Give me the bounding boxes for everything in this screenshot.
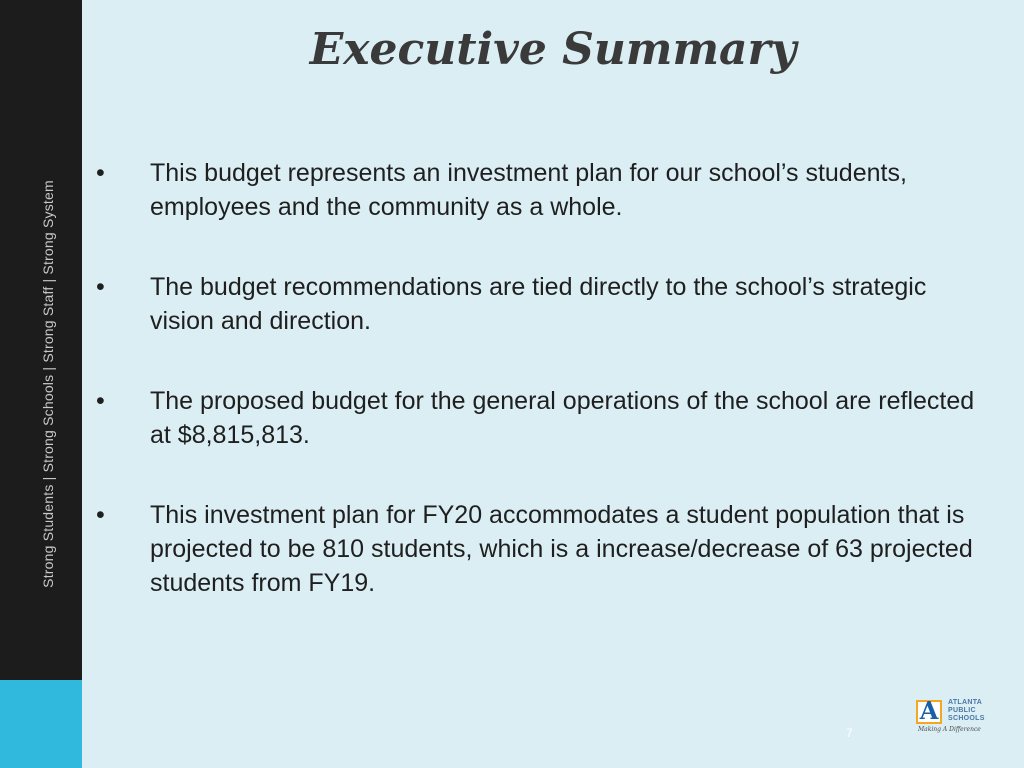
logo-line-2: PUBLIC xyxy=(948,707,976,714)
vertical-tagline: Strong Students | Strong Schools | Strong Staff | Strong System xyxy=(40,180,56,588)
bullet-text: This investment plan for FY20 accommodates a student population that is projected to be 810 students, which is a increase/decrease of 63 projected students from FY19. xyxy=(150,501,973,597)
logo-tagline: Making A Difference xyxy=(918,726,981,733)
page-number: 7 xyxy=(846,726,853,740)
logo-letter: A xyxy=(919,696,939,725)
bullet-marker: • xyxy=(96,501,105,529)
logo-mark-icon xyxy=(916,696,942,725)
slide-title: Executive Summary xyxy=(309,24,797,75)
logo-line-1: ATLANTA xyxy=(948,699,983,706)
bullet-marker: • xyxy=(96,159,105,187)
bullet-marker: • xyxy=(96,273,105,301)
bullet-text: The budget recommendations are tied directly to the school’s strategic vision and direction. xyxy=(150,273,927,335)
bullet-item xyxy=(96,498,996,600)
logo-wordmark xyxy=(948,699,985,723)
bullet-text: This budget represents an investment plan for our school’s students, employees and the community as a whole. xyxy=(150,159,907,221)
bullet-item xyxy=(96,156,996,224)
bullet-text: The proposed budget for the general operations of the school are reflected at $8,815,813. xyxy=(150,387,975,449)
bullet-item xyxy=(96,384,996,452)
bullet-list xyxy=(96,156,996,646)
logo-line-3: SCHOOLS xyxy=(948,715,985,722)
sidebar-accent-block xyxy=(0,680,82,768)
bullet-marker: • xyxy=(96,387,105,415)
atlanta-public-schools-logo xyxy=(914,698,986,734)
bullet-item xyxy=(96,270,996,338)
